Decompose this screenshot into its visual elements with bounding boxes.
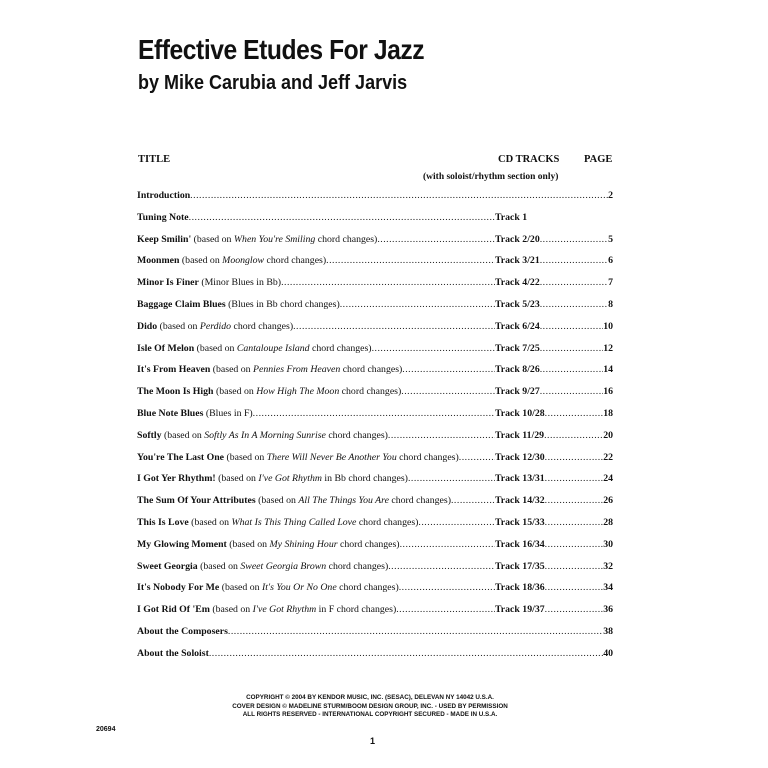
page-number: 1 xyxy=(370,736,376,746)
dot-leader xyxy=(396,604,495,616)
toc-track: Track 5/23 xyxy=(495,298,540,310)
toc-track: Track 2/20 xyxy=(495,233,540,245)
rights-line: ALL RIGHTS RESERVED - INTERNATIONAL COPYRIGHT SECURED - MADE IN U.S.A. xyxy=(242,711,498,718)
dot-leader xyxy=(545,539,604,551)
toc-entry-description: (based on xyxy=(226,538,270,550)
toc-entry-description: (based on xyxy=(215,473,259,485)
toc-entry-description: (based on xyxy=(161,429,205,441)
dot-leader xyxy=(459,452,495,464)
dot-leader xyxy=(281,277,495,289)
dot-leader xyxy=(540,277,608,289)
toc-entry-description-end: chord changes) xyxy=(315,233,378,245)
column-header-cd-tracks: CD TRACKS xyxy=(498,154,560,165)
toc-entry-description: (Minor Blues in Bb) xyxy=(198,277,282,289)
table-of-contents xyxy=(137,190,613,670)
toc-entry-title: About the Soloist xyxy=(137,647,209,659)
dot-leader xyxy=(326,255,495,267)
toc-entry-source-tune: What Is This Thing Called Love xyxy=(231,516,357,528)
toc-track: Track 9/27 xyxy=(495,386,540,398)
toc-entry-description: (based on xyxy=(188,516,232,528)
toc-entry-description: (based on xyxy=(255,495,299,507)
dot-leader xyxy=(544,430,603,442)
toc-track: Track 7/25 xyxy=(495,342,540,354)
toc-track: Track 16/34 xyxy=(495,538,545,550)
dot-leader xyxy=(340,299,495,311)
toc-entry xyxy=(137,364,402,376)
toc-entry xyxy=(137,495,451,507)
toc-entry-source-tune: When You're Smiling xyxy=(233,233,316,245)
toc-row xyxy=(137,473,613,495)
toc-track: Track 4/22 xyxy=(495,277,540,289)
toc-track: Track 3/21 xyxy=(495,255,540,267)
toc-row xyxy=(137,604,613,626)
toc-entry-description: (Blues in Bb chord changes) xyxy=(225,298,340,310)
toc-row xyxy=(137,364,613,386)
toc-entry xyxy=(137,299,340,311)
toc-page: 32 xyxy=(603,560,613,572)
toc-entry-title: I Got Yer Rhythm! xyxy=(137,473,216,485)
toc-entry-source-tune: Moonglow xyxy=(222,255,265,267)
toc-entry-description: (based on xyxy=(224,451,267,463)
toc-entry-description: (based on xyxy=(213,386,257,398)
catalog-number: 20694 xyxy=(96,726,116,733)
toc-entry-title: I Got Rid Of 'Em xyxy=(137,604,210,616)
toc-entry-source-tune: My Shining Hour xyxy=(269,538,338,550)
toc-page: 8 xyxy=(608,298,613,310)
dot-leader xyxy=(401,386,495,398)
toc-entry xyxy=(137,212,189,224)
toc-entry xyxy=(137,234,377,246)
toc-entry-description-end: chord changes) xyxy=(309,342,372,354)
toc-entry xyxy=(137,604,396,616)
dot-leader xyxy=(540,234,608,246)
toc-entry xyxy=(137,473,408,485)
toc-entry-description-end: chord changes) xyxy=(356,516,419,528)
toc-entry-description-end: chord changes) xyxy=(396,451,459,463)
toc-page: 5 xyxy=(608,233,613,245)
dot-leader xyxy=(400,539,495,551)
toc-track: Track 17/35 xyxy=(495,560,545,572)
dot-leader xyxy=(545,452,604,464)
toc-entry xyxy=(137,321,293,333)
toc-entry-title: Blue Note Blues xyxy=(137,407,204,419)
toc-entry xyxy=(137,408,253,420)
dot-leader xyxy=(377,234,495,246)
toc-entry xyxy=(137,582,399,594)
toc-track: Track 6/24 xyxy=(495,320,540,332)
toc-track: Track 19/37 xyxy=(495,604,545,616)
toc-page: 16 xyxy=(603,386,613,398)
toc-entry-source-tune: I've Got Rhythm xyxy=(252,604,317,616)
toc-track: Track 11/29 xyxy=(495,429,545,441)
toc-row xyxy=(137,582,613,604)
dot-leader xyxy=(228,626,603,638)
toc-entry-source-tune: Softly As In A Morning Sunrise xyxy=(204,429,326,441)
dot-leader xyxy=(189,212,495,224)
dot-leader xyxy=(545,473,604,485)
toc-entry-source-tune: I've Got Rhythm xyxy=(258,473,322,485)
dot-leader xyxy=(540,321,603,333)
toc-entry-title: You're The Last One xyxy=(137,451,225,463)
dot-leader xyxy=(388,561,495,573)
toc-entry-title: About the Composers xyxy=(137,625,228,637)
toc-track: Track 14/32 xyxy=(495,495,545,507)
toc-entry-title: Isle Of Melon xyxy=(137,342,195,354)
toc-entry-title: It's Nobody For Me xyxy=(137,582,220,594)
toc-entry-description-end: chord changes) xyxy=(336,582,399,594)
toc-entry-source-tune: How High The Moon xyxy=(256,386,340,398)
toc-page: 40 xyxy=(603,647,613,659)
toc-page: 28 xyxy=(603,516,613,528)
dot-leader xyxy=(545,408,604,420)
toc-entry-description-end: chord changes) xyxy=(388,495,451,507)
toc-entry xyxy=(137,561,388,573)
toc-entry-description-end: chord changes) xyxy=(325,429,388,441)
dot-leader xyxy=(545,582,604,594)
toc-entry-title: The Moon Is High xyxy=(137,386,214,398)
toc-entry xyxy=(137,277,281,289)
toc-row xyxy=(137,430,613,452)
toc-entry xyxy=(137,190,190,202)
dot-leader xyxy=(545,495,604,507)
toc-entry-description-end: chord changes) xyxy=(264,255,327,267)
dot-leader xyxy=(388,430,495,442)
toc-entry-description: (based on xyxy=(179,255,223,267)
toc-entry-source-tune: It's You Or No One xyxy=(262,582,337,594)
copyright-notice xyxy=(150,694,590,720)
cover-design-line: COVER DESIGN © MADELINE STURM/BOOM DESIGN GROUP, INC. - USED BY PERMISSION xyxy=(232,702,508,710)
book-authors: by Mike Carubia and Jeff Jarvis xyxy=(138,72,408,94)
toc-page: 14 xyxy=(603,364,613,376)
toc-entry-title: Keep Smilin' xyxy=(137,233,192,245)
dot-leader xyxy=(545,561,604,573)
toc-row xyxy=(137,495,613,517)
toc-page: 12 xyxy=(603,342,613,354)
toc-page: 24 xyxy=(603,473,613,485)
toc-page: 10 xyxy=(603,320,613,332)
toc-track: Track 1 xyxy=(495,211,528,223)
toc-row xyxy=(137,321,613,343)
toc-entry-title: Sweet Georgia xyxy=(137,560,198,572)
toc-entry xyxy=(137,343,372,355)
dot-leader xyxy=(209,648,603,660)
toc-track: Track 12/30 xyxy=(495,451,545,463)
toc-entry-description: (based on xyxy=(210,364,254,376)
toc-entry-description: (based on xyxy=(219,582,262,594)
toc-entry-title: My Glowing Moment xyxy=(137,538,227,550)
toc-page: 38 xyxy=(603,625,613,637)
toc-row xyxy=(137,299,613,321)
toc-page: 2 xyxy=(608,190,613,201)
toc-row xyxy=(137,648,613,670)
toc-row xyxy=(137,386,613,408)
toc-entry-source-tune: Perdido xyxy=(199,320,232,332)
toc-row xyxy=(137,277,613,299)
dot-leader xyxy=(540,255,608,267)
toc-entry-title: The Sum Of Your Attributes xyxy=(137,495,256,507)
toc-track: Track 13/31 xyxy=(495,473,545,485)
toc-entry-title: This Is Love xyxy=(137,516,189,528)
dot-leader xyxy=(253,408,495,420)
toc-entry xyxy=(137,539,400,551)
toc-entry-title: Minor Is Finer xyxy=(137,277,199,289)
toc-entry-description-end: in F chord changes) xyxy=(316,604,397,616)
toc-track: Track 15/33 xyxy=(495,516,545,528)
toc-entry-title: It's From Heaven xyxy=(137,364,211,376)
dot-leader xyxy=(540,343,603,355)
toc-page: 34 xyxy=(603,582,613,594)
toc-entry xyxy=(137,255,326,267)
dot-leader xyxy=(540,386,603,398)
dot-leader xyxy=(190,190,608,202)
toc-entry-description-end: chord changes) xyxy=(326,560,389,572)
toc-entry-description: (Blues in F) xyxy=(203,407,253,419)
book-title: Effective Etudes For Jazz xyxy=(138,34,425,65)
toc-entry-description: (based on xyxy=(194,342,237,354)
toc-row xyxy=(137,408,613,430)
toc-entry xyxy=(137,452,459,464)
toc-page: 22 xyxy=(603,451,613,463)
toc-entry-source-tune: There Will Never Be Another You xyxy=(266,451,397,463)
toc-track: Track 18/36 xyxy=(495,582,545,594)
column-header-page: PAGE xyxy=(584,154,613,165)
dot-leader xyxy=(408,473,495,485)
toc-page: 36 xyxy=(603,604,613,616)
toc-entry-source-tune: Pennies From Heaven xyxy=(253,364,341,376)
dot-leader xyxy=(451,495,495,507)
toc-entry-description-end: in Bb chord changes) xyxy=(321,473,408,485)
dot-leader xyxy=(293,321,495,333)
dot-leader xyxy=(402,364,495,376)
dot-leader xyxy=(545,604,604,616)
toc-row xyxy=(137,234,613,256)
column-header-title: TITLE xyxy=(138,154,171,165)
toc-entry-title: Tuning Note xyxy=(137,211,189,223)
toc-entry-title: Introduction xyxy=(137,190,191,201)
toc-entry xyxy=(137,648,209,660)
toc-entry-title: Moonmen xyxy=(137,255,180,267)
toc-row xyxy=(137,539,613,561)
toc-entry-description: (based on xyxy=(191,233,234,245)
toc-entry-source-tune: Cantaloupe Island xyxy=(236,342,310,354)
toc-row xyxy=(137,561,613,583)
toc-page: 30 xyxy=(603,538,613,550)
toc-row xyxy=(137,626,613,648)
copyright-line: COPYRIGHT © 2004 BY KENDOR MUSIC, INC. (SESAC), DELEVAN NY 14042 U.S.A. xyxy=(246,694,494,701)
toc-entry-title: Dido xyxy=(137,320,158,332)
toc-entry-description: (based on xyxy=(209,604,253,616)
toc-entry xyxy=(137,626,228,638)
toc-entry-description-end: chord changes) xyxy=(231,320,294,332)
dot-leader xyxy=(545,517,604,529)
toc-row xyxy=(137,212,613,234)
toc-entry-description-end: chord changes) xyxy=(339,386,402,398)
toc-track: Track 8/26 xyxy=(495,364,540,376)
toc-page: 20 xyxy=(603,429,613,441)
dot-leader xyxy=(540,299,608,311)
cd-tracks-note: (with soloist/rhythm section only) xyxy=(423,172,559,182)
toc-entry xyxy=(137,430,388,442)
toc-entry-source-tune: Sweet Georgia Brown xyxy=(240,560,327,572)
toc-page: 7 xyxy=(608,277,613,289)
dot-leader xyxy=(372,343,495,355)
toc-entry-title: Softly xyxy=(137,429,162,441)
toc-row xyxy=(137,343,613,365)
toc-entry-description-end: chord changes) xyxy=(337,538,400,550)
toc-row xyxy=(137,190,613,212)
toc-entry-description-end: chord changes) xyxy=(340,364,403,376)
toc-entry-title: Baggage Claim Blues xyxy=(137,298,226,310)
dot-leader xyxy=(399,582,495,594)
toc-entry-description: (based on xyxy=(157,320,200,332)
dot-leader xyxy=(540,364,603,376)
toc-track: Track 10/28 xyxy=(495,407,545,419)
toc-entry-source-tune: All The Things You Are xyxy=(298,495,389,507)
toc-row xyxy=(137,255,613,277)
toc-entry-description: (based on xyxy=(197,560,241,572)
toc-row xyxy=(137,452,613,474)
toc-page: 18 xyxy=(603,407,613,419)
toc-page: 6 xyxy=(608,255,613,267)
toc-entry xyxy=(137,386,401,398)
toc-row xyxy=(137,517,613,539)
toc-page: 26 xyxy=(603,495,613,507)
toc-entry xyxy=(137,517,418,529)
dot-leader xyxy=(418,517,495,529)
